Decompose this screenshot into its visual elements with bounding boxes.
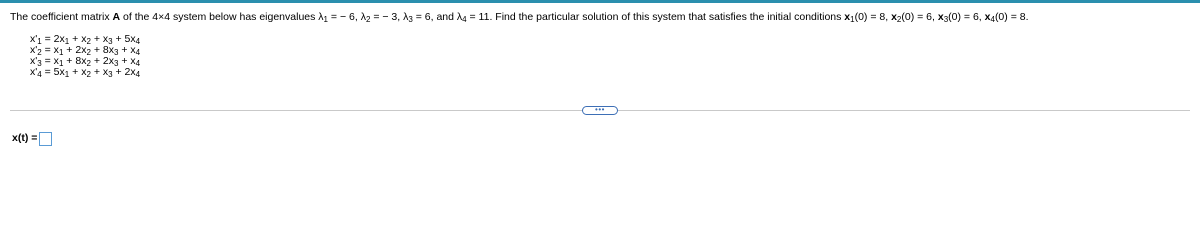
question-fragment: = − 6,	[328, 11, 361, 23]
question-fragment: (0) = 6,	[948, 11, 985, 23]
ellipsis-icon: •••	[595, 105, 605, 114]
subscript: 1	[58, 59, 64, 68]
equation-system	[30, 34, 140, 78]
eq-term: + x	[69, 33, 87, 45]
derivative-var: x'	[30, 66, 38, 78]
subscript: 1	[850, 15, 855, 24]
subscript: 2	[365, 15, 371, 24]
question-fragment: = 6, and	[412, 11, 457, 23]
eq-term: = 2x	[41, 33, 65, 45]
eq-term: + 8x	[63, 55, 87, 67]
eq-term: + x	[118, 55, 136, 67]
subscript: 4	[135, 48, 141, 57]
question-fragment: of the 4	[120, 11, 159, 23]
eq-term: = 5x	[41, 66, 65, 78]
vector-component: x	[891, 11, 897, 23]
eq-term: + 2x	[112, 66, 136, 78]
subscript: 1	[37, 37, 42, 46]
vector-component: x	[937, 11, 944, 23]
subscript: 4	[135, 59, 141, 68]
subscript: 4	[135, 70, 141, 79]
question-text	[10, 10, 1190, 25]
subscript: 2	[37, 48, 42, 57]
lambda-symbol: λ	[403, 11, 409, 23]
subscript: 4	[462, 15, 467, 24]
subscript: 3	[108, 37, 113, 46]
more-options-button[interactable]	[582, 106, 618, 115]
subscript: 1	[323, 15, 328, 24]
eq-term: = x	[41, 44, 59, 56]
eq-term: + x	[69, 66, 87, 78]
eq-term: = x	[41, 55, 59, 67]
vector-component: x	[984, 11, 991, 23]
lambda-symbol: λ	[360, 11, 366, 23]
answer-input[interactable]	[39, 132, 52, 146]
subscript: 1	[64, 70, 70, 79]
derivative-var: x'	[30, 33, 38, 45]
subscript: 4	[37, 70, 42, 79]
eq-term: + 8x	[90, 44, 114, 56]
subscript: 3	[113, 59, 119, 68]
subscript: 2	[86, 37, 91, 46]
subscript: 2	[86, 48, 91, 57]
question-fragment: = 11. Find the particular solution of this system that satisfies the initial conditions	[466, 11, 845, 23]
eq-term: + x	[90, 33, 109, 45]
subscript: 3	[113, 48, 119, 57]
subscript: 4	[135, 37, 141, 46]
equation-line	[30, 67, 140, 78]
question-fragment: = − 3,	[370, 11, 404, 23]
subscript: 3	[943, 15, 949, 24]
subscript: 3	[108, 70, 113, 79]
question-fragment: (0) = 8,	[854, 11, 892, 23]
eq-term: + 2x	[63, 44, 87, 56]
answer-row	[12, 131, 52, 146]
question-fragment: The coefficient matrix	[10, 11, 113, 23]
top-accent-bar	[0, 0, 1200, 3]
derivative-var: x'	[30, 44, 38, 56]
subscript: 1	[58, 48, 64, 57]
subscript: 2	[896, 15, 902, 24]
subscript: 4	[990, 15, 995, 24]
times-symbol: ×	[158, 11, 165, 23]
vector-component: x	[844, 11, 851, 23]
question-fragment: (0) = 8.	[994, 11, 1029, 23]
matrix-symbol: A	[112, 11, 121, 23]
eq-term: + 5x	[112, 33, 136, 45]
question-fragment: (0) = 6,	[901, 11, 938, 23]
subscript: 2	[86, 59, 91, 68]
eq-term: + x	[90, 66, 109, 78]
subscript: 3	[408, 15, 413, 24]
subscript: 3	[37, 59, 42, 68]
derivative-var: x'	[30, 55, 38, 67]
lambda-symbol: λ	[318, 11, 324, 23]
subscript: 1	[64, 37, 70, 46]
eq-term: + x	[118, 44, 136, 56]
answer-label: x(t) =	[12, 132, 38, 144]
eq-term: + 2x	[90, 55, 114, 67]
lambda-symbol: λ	[456, 11, 463, 23]
subscript: 2	[86, 70, 91, 79]
question-fragment: 4 system below has eigenvalues	[164, 11, 319, 23]
